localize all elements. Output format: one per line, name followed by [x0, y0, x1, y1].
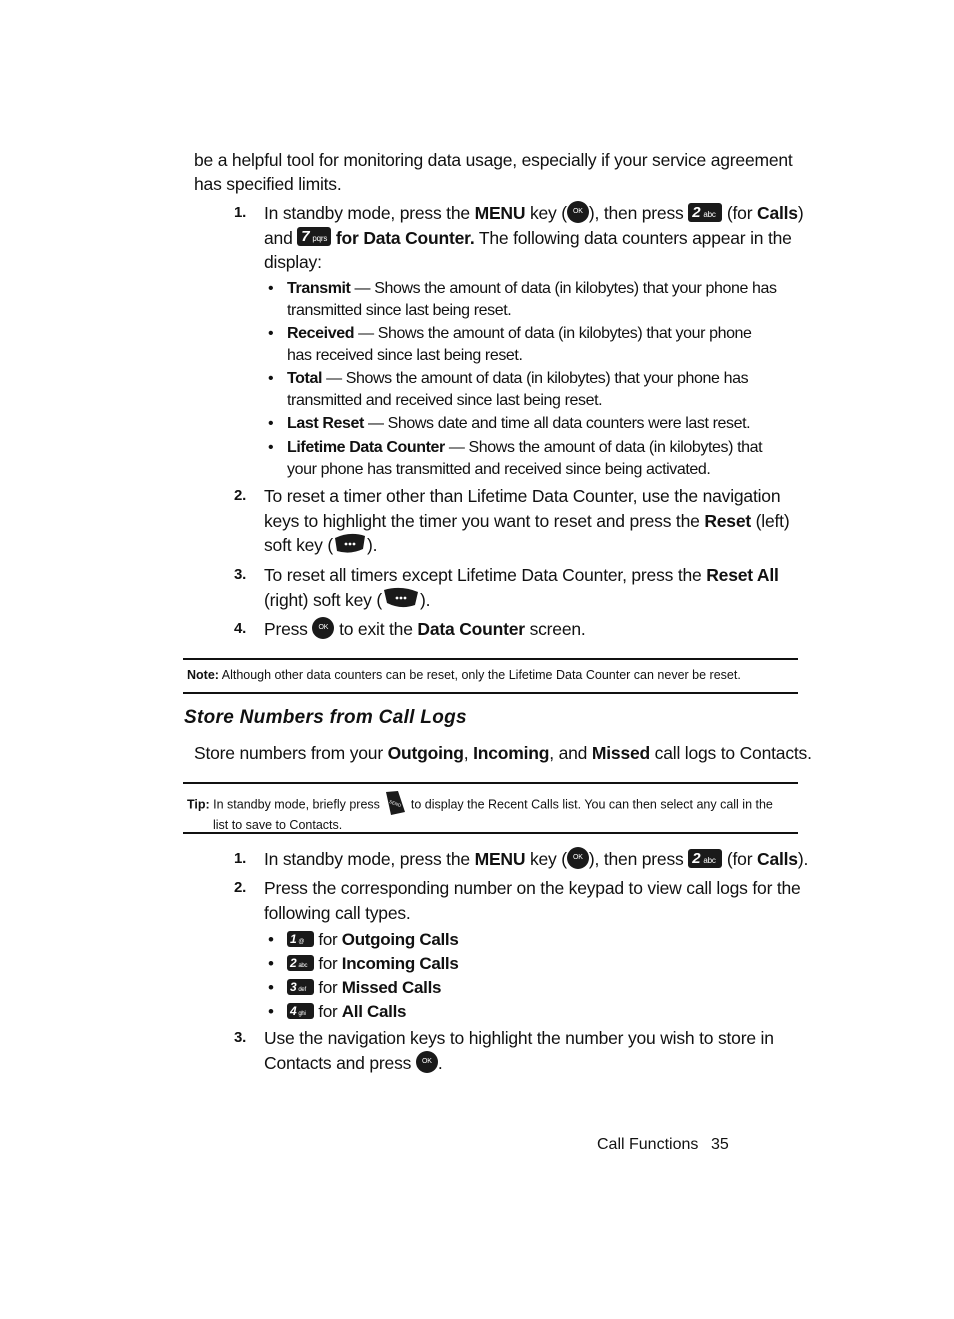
divider — [183, 782, 798, 784]
list-item: • Received — Shows the amount of data (in kilobytes) that your phone has received since last being reset. — [268, 325, 752, 364]
step-1-call-logs: 1. In standby mode, press the MENU key ( OK ), then press 2 abc (for Calls). — [234, 849, 809, 869]
step-3-reset-all: 3. To reset all timers except Lifetime Data Counter, press the Reset All (right) soft key ( ). — [234, 565, 779, 610]
key-7-icon: 7 pqrs — [297, 227, 331, 246]
key-1-icon: 1 @ — [287, 931, 314, 947]
send-key-icon — [383, 790, 407, 816]
step-2-call-types: 2. Press the corresponding number on the keypad to view call logs for the following call types. — [234, 878, 801, 923]
divider — [183, 658, 798, 660]
intro-paragraph: be a helpful tool for monitoring data usage, especially if your service agreement has specified limits. — [194, 150, 793, 194]
menu-label: MENU — [474, 203, 526, 223]
key-2-icon: 2 abc — [688, 203, 722, 222]
page-number: 35 — [711, 1136, 729, 1153]
step-3-store: 3. Use the navigation keys to highlight the number you wish to store in Contacts and press OK . — [234, 1028, 774, 1073]
divider — [183, 692, 798, 694]
left-soft-key-icon — [333, 532, 367, 554]
list-item: • 1 @ for Outgoing Calls — [268, 930, 459, 949]
key-2-icon: 2 abc — [287, 955, 314, 971]
list-item: • 3 def for Missed Calls — [268, 978, 442, 997]
step-4-exit: 4. Press OK to exit the Data Counter screen. — [234, 619, 586, 639]
note-box: Note: Although other data counters can be reset, only the Lifetime Data Counter can never be reset. — [187, 668, 741, 682]
store-paragraph: Store numbers from your Outgoing, Incoming, and Missed call logs to Contacts. — [194, 743, 812, 763]
ok-key-icon: OK — [416, 1051, 438, 1073]
svg-text:SEND: SEND — [388, 799, 403, 809]
key-4-icon: 4 ghi — [287, 1003, 314, 1019]
footer-section: Call Functions — [597, 1136, 699, 1153]
tip-box: Tip: In standby mode, briefly press SEND to display the Recent Calls list. You can then select any call in the list to save to Contacts. — [187, 792, 797, 833]
step-2-reset: 2. To reset a timer other than Lifetime Data Counter, use the navigation keys to highlight the timer you want to reset and press the Reset (left) soft key ( ). — [234, 486, 790, 555]
step-1-data-counter: 1. In standby mode, press the MENU key ( OK ), then press 2 abc (for Calls) and 7 pqrs for Data Counter. The following data counters appear in the display: — [234, 203, 804, 272]
list-item: • Transmit — Shows the amount of data (in kilobytes) that your phone has transmitted since last being reset. — [268, 280, 777, 319]
section-heading: Store Numbers from Call Logs — [184, 707, 467, 728]
right-soft-key-icon — [382, 586, 420, 610]
divider — [183, 832, 798, 834]
list-item: • Last Reset — Shows date and time all data counters were last reset. — [268, 415, 751, 432]
ok-key-icon: OK — [312, 617, 334, 639]
list-item: • 4 ghi for All Calls — [268, 1002, 407, 1021]
ok-key-icon: OK — [567, 201, 589, 223]
list-item: • 2 abc for Incoming Calls — [268, 954, 459, 973]
list-item: • Lifetime Data Counter — Shows the amount of data (in kilobytes) that your phone has transmitted and received since being activated. — [268, 439, 763, 478]
key-3-icon: 3 def — [287, 979, 314, 995]
ok-key-icon: OK — [567, 847, 589, 869]
step-number: 1. — [234, 204, 247, 221]
key-2-icon: 2 abc — [688, 849, 722, 868]
list-item: • Total — Shows the amount of data (in kilobytes) that your phone has transmitted and received since last being reset. — [268, 370, 749, 409]
